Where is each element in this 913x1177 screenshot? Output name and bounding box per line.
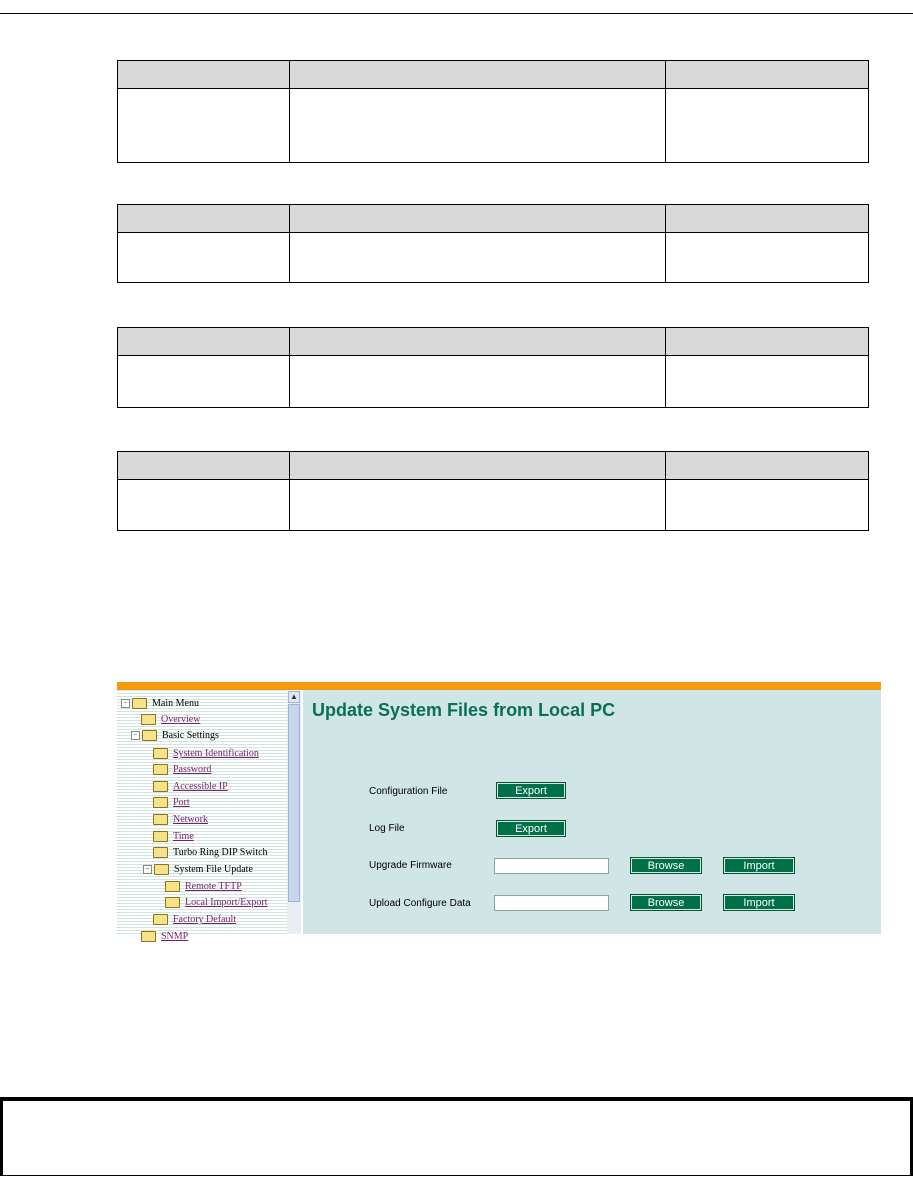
table-row [118, 480, 869, 531]
nav-tree [117, 690, 287, 942]
configure-data-file-input[interactable] [494, 895, 609, 911]
collapse-toggle-icon[interactable]: − [143, 865, 152, 874]
nav-item-network[interactable]: Network [153, 812, 208, 828]
folder-icon [141, 714, 156, 725]
nav-item-accessible-ip[interactable]: Accessible IP [153, 779, 228, 795]
browse-config-data-button[interactable]: Browse [631, 895, 701, 910]
export-log-button[interactable]: Export [497, 821, 565, 836]
table-header-row [118, 61, 869, 89]
nav-item-main-menu[interactable]: − Main Menu [121, 696, 199, 712]
expand-toggle-icon[interactable]: − [121, 699, 130, 708]
table-row [118, 356, 869, 408]
folder-icon [165, 897, 180, 908]
table-row [118, 233, 869, 283]
frame-divider [301, 690, 303, 934]
collapse-toggle-icon[interactable]: − [131, 731, 140, 740]
folder-open-icon [142, 730, 157, 741]
upload-configure-data-label: Upload Configure Data [369, 898, 471, 909]
top-banner [117, 682, 881, 690]
nav-item-time[interactable]: Time [153, 829, 194, 845]
embedded-screenshot [117, 682, 881, 942]
folder-open-icon [132, 698, 147, 709]
folder-icon [153, 748, 168, 759]
log-file-label: Log File [369, 823, 405, 834]
note-box [0, 1097, 913, 1176]
folder-icon [153, 764, 168, 775]
nav-item-system-file-update[interactable]: − System File Update [143, 862, 253, 878]
folder-icon [165, 881, 180, 892]
folder-icon [153, 781, 168, 792]
nav-item-local-import-export[interactable]: Local Import/Export [165, 895, 267, 911]
folder-open-icon [154, 864, 169, 875]
spec-table-1 [117, 60, 869, 163]
scrollbar-thumb[interactable] [288, 704, 300, 902]
scroll-up-arrow-icon[interactable]: ▲ [288, 691, 300, 703]
spec-table-2 [117, 204, 869, 283]
folder-icon [153, 814, 168, 825]
folder-icon [153, 914, 168, 925]
folder-icon [153, 847, 168, 858]
export-config-button[interactable]: Export [497, 783, 565, 798]
nav-item-turbo-ring-dip-switch[interactable]: Turbo Ring DIP Switch [153, 845, 268, 861]
firmware-file-input[interactable] [494, 858, 609, 874]
nav-item-system-identification[interactable]: System Identification [153, 746, 259, 762]
folder-icon [141, 931, 156, 942]
nav-item-remote-tftp[interactable]: Remote TFTP [165, 879, 242, 895]
table-row [118, 89, 869, 163]
header-rule [0, 13, 913, 14]
table-header-row [118, 328, 869, 356]
import-firmware-button[interactable]: Import [724, 858, 794, 873]
nav-item-factory-default[interactable]: Factory Default [153, 912, 236, 928]
nav-item-password[interactable]: Password [153, 762, 211, 778]
folder-icon [153, 831, 168, 842]
import-config-data-button[interactable]: Import [724, 895, 794, 910]
table-header-row [118, 205, 869, 233]
table-header-row [118, 452, 869, 480]
page-title: Update System Files from Local PC [312, 700, 616, 720]
spec-table-4 [117, 451, 869, 531]
folder-icon [153, 797, 168, 808]
nav-item-snmp[interactable]: SNMP [141, 929, 188, 945]
configuration-file-label: Configuration File [369, 786, 448, 797]
nav-item-overview[interactable]: Overview [141, 712, 200, 728]
upgrade-firmware-label: Upgrade Firmware [369, 860, 452, 871]
spec-table-3 [117, 327, 869, 408]
nav-item-basic-settings[interactable]: − Basic Settings [131, 728, 219, 744]
browse-firmware-button[interactable]: Browse [631, 858, 701, 873]
nav-item-port[interactable]: Port [153, 795, 190, 811]
